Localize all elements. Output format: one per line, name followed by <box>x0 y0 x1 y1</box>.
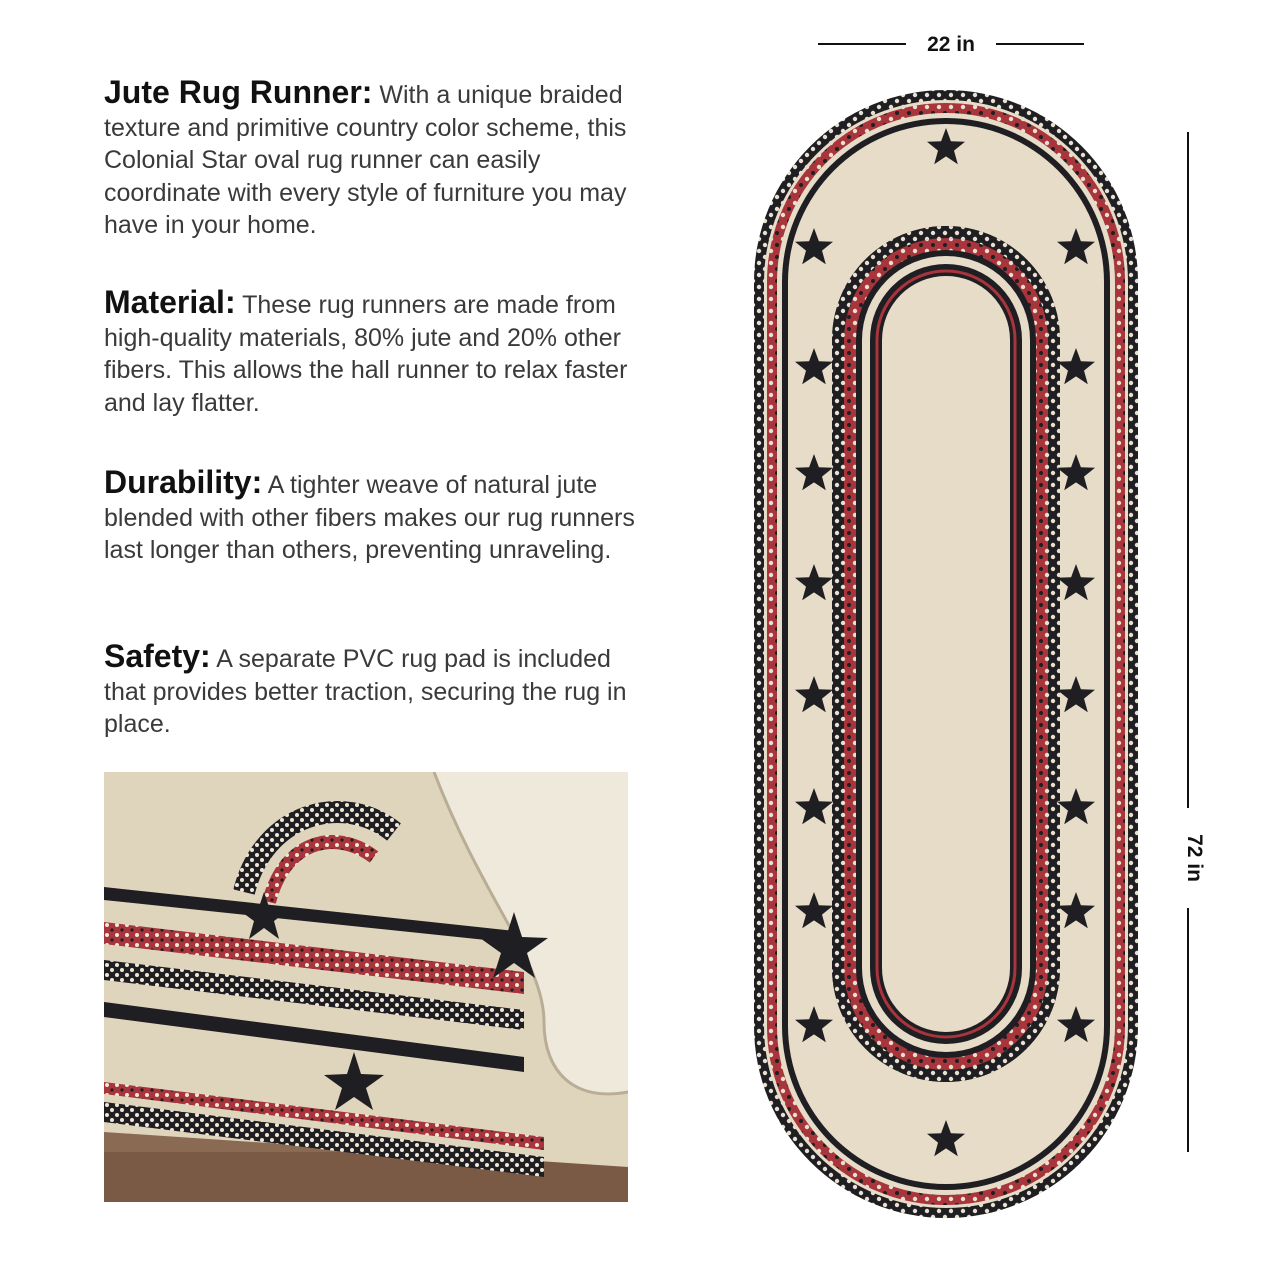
feature-label: Material: <box>104 284 236 320</box>
feature-text: With a unique braided texture and primitive country color scheme, this Colonial Star oval rug runner can easily coordinate with every style of furniture you may have in your home. <box>104 81 627 239</box>
feature-material <box>104 286 644 419</box>
feature-durability <box>104 466 644 567</box>
length-label: 72 in <box>1183 834 1206 882</box>
feature-jute-rug-runner <box>104 76 644 242</box>
feature-label: Safety: <box>104 638 211 674</box>
feature-label: Durability: <box>104 464 263 500</box>
feature-text: These rug runners are made from high-quality materials, 80% jute and 20% other fibers. This allows the hall runner to relax faster and lay flatter. <box>104 291 628 417</box>
rug-closeup-photo <box>104 772 628 1202</box>
width-label: 22 in <box>927 33 975 56</box>
rug-runner-diagram <box>720 20 1240 1260</box>
feature-text: A tighter weave of natural jute blended with other fibers makes our rug runners last longer than others, preventing unraveling. <box>104 471 635 564</box>
feature-label: Jute Rug Runner: <box>104 74 373 110</box>
feature-safety <box>104 640 644 741</box>
feature-text: A separate PVC rug pad is included that provides better traction, securing the rug in place. <box>104 645 627 738</box>
rug-closeup-illustration <box>104 772 628 1202</box>
